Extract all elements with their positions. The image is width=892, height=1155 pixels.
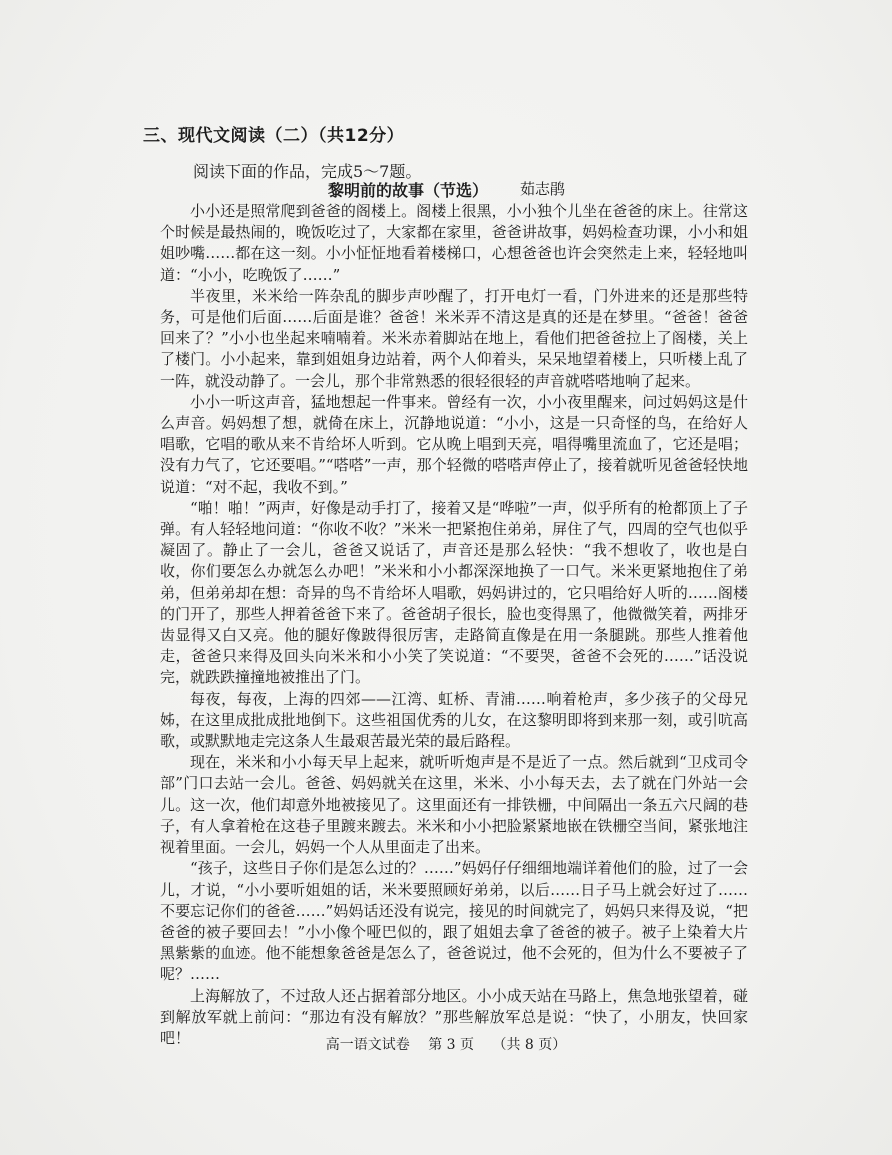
story-title-row	[160, 178, 748, 200]
story-paragraph: 每夜，每夜，上海的四郊——江湾、虹桥、青浦……响着枪声，多少孩子的父母兄姊，在这里成批成批地倒下。这些祖国优秀的儿女，在这黎明即将到来那一刻，或引吭高歌，或默默地走完这条人生最艰苦最光荣的最后路程。	[160, 689, 748, 751]
story-paragraph: 现在，米米和小小每天早上起来，就听听炮声是不是近了一点。然后就到“卫戍司令部”门口去站一会儿。爸爸、妈妈就关在这里，米米、小小每天去，去了就在门外站一会儿。这一次，他们却意外地被接见了。这里面还有一排铁栅，中间隔出一条五六尺阔的巷子，有人拿着枪在这巷子里踱来踱去。米米和小小把脸紧紧地嵌在铁栅空当间，紧张地注视着里面。一会儿，妈妈一个人从里面走了出来。	[160, 753, 748, 857]
story-paragraph: 上海解放了，不过敌人还占据着部分地区。小小成天站在马路上，焦急地张望着，碰到解放军就上前问：“那边有没有解放？”那些解放军总是说：“快了，小朋友，快回家吧！	[160, 986, 748, 1047]
footer-exam-name: 高一语文试卷	[325, 1037, 410, 1053]
story-paragraph: 小小一听这声音，猛地想起一件事来。曾经有一次，小小夜里醒来，问过妈妈这是什么声音。妈妈想了想，就倚在床上，沉静地说道：“小小，这是一只奇怪的鸟，在给好人唱歌，它唱的歌从来不肯给坏人听到。它从晚上唱到天亮，唱得嘴里流血了，它还是唱；没有力气了，它还要唱。”“嗒嗒”一声，那个轻微的嗒嗒声停止了，接着就听见爸爸轻快地说道：“对不起，我收不到。”	[160, 392, 748, 496]
section-heading: 三、现代文阅读（二）（共12分）	[143, 126, 405, 146]
story-paragraph: 小小还是照常爬到爸爸的阁楼上。阁楼上很黑，小小独个儿坐在爸爸的床上。往常这个时候是最热闹的，晚饭吃过了，大家都在家里，爸爸讲故事，妈妈检查功课，小小和姐姐吵嘴……都在这一刻。小小怔怔地看着楼梯口，心想爸爸也许会突然走上来，轻轻地叫道：“小小，吃晚饭了……”	[160, 202, 748, 284]
story-author: 茹志鹃	[520, 180, 566, 198]
story-paragraph: “孩子，这些日子你们是怎么过的？……”妈妈仔仔细细地端详着他们的脸，过了一会儿，才说，“小小要听姐姐的话，米米要照顾好弟弟，以后……日子马上就会好过了……不要忘记你们的爸爸……”妈妈话还没有说完，接见的时间就完了，妈妈只来得及说，“把爸爸的被子要回去！”小小像个哑巴似的，跟了姐姐去拿了爸爸的被子。被子上染着大片黑紫紫的血迹。他不能想象爸爸是怎么了，爸爸说过，他不会死的，但为什么不要被子了呢？……	[160, 859, 748, 984]
story-paragraph: “啪！啪！”两声，好像是动手打了，接着又是“哗啦”一声，似乎所有的枪都顶上了子弹。有人轻轻地问道：“你收不收？”米米一把紧抱住弟弟，屏住了气，四周的空气也似乎凝固了。静止了一会儿，爸爸又说话了，声音还是那么轻快：“我不想收了，收也是白收，你们要怎么办就怎么办吧！”米米和小小都深深地换了一口气。米米更紧地抱住了弟弟，但弟弟却在想：奇异的鸟不肯给坏人唱歌，妈妈讲过的，它只唱给好人听的……阁楼的门开了，那些人押着爸爸下来了。爸爸胡子很长，脸也变得黑了，他微微笑着，两排牙齿显得又白又亮。他的腿好像跛得很厉害，走路简直像是在用一条腿跳。那些人推着他走，爸爸只来得及回头向米米和小小笑了笑说道：“不要哭，爸爸不会死的……”话没说完，就跌跌撞撞地被推出了门。	[160, 498, 748, 687]
story-paragraph: 半夜里，米米给一阵杂乱的脚步声吵醒了，打开电灯一看，门外进来的还是那些特务，可是他们后面……后面是谁？爸爸！米米弄不清这是真的还是在梦里。“爸爸！爸爸回来了？”小小也坐起来喃喃着。米米赤着脚站在地上，看他们把爸爸拉上了阁楼，关上了楼门。小小起来，靠到姐姐身边站着，两个人仰着头，呆呆地望着楼上，只听楼上乱了一阵，就没动静了。一会儿，那个非常熟悉的很轻很轻的声音就嗒嗒地响了起来。	[160, 286, 748, 390]
footer-page-number: 第 3 页	[428, 1037, 474, 1053]
story-title: 黎明前的故事（节选）	[328, 181, 489, 200]
footer-page-total: （共 8 页）	[492, 1037, 567, 1053]
page-footer	[0, 1034, 892, 1054]
reading-instruction: 阅读下面的作品，完成5～7题。	[193, 162, 422, 181]
